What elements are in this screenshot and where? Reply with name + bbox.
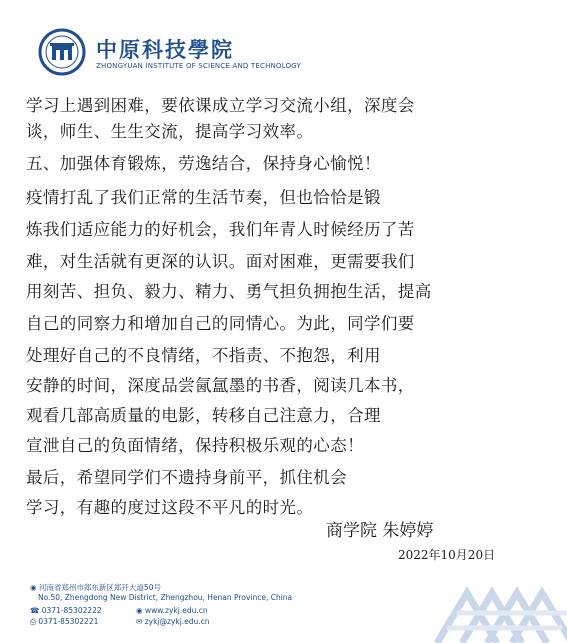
letter-line: 五、加强体育锻炼，劳逸结合，保持身心愉悦！ <box>26 154 381 173</box>
website-link[interactable]: www.zykj.edu.cn <box>144 606 208 615</box>
footer-decoration <box>347 573 567 643</box>
phone-1: 0371-85302222 <box>41 606 102 615</box>
email-link[interactable]: zykj@zykj.edu.cn <box>144 617 210 626</box>
letter-line: 自己的同察力和增加自己的同情心。为此，同学们要 <box>26 314 415 333</box>
letter-line: 观看几部高质量的电影，转移自己注意力，合理 <box>26 406 381 425</box>
letterhead <box>38 28 302 76</box>
letter-line: 用刻苦、担负、毅力、精力、勇气担负拥抱生活，提高 <box>26 282 432 301</box>
school-name-en: ZHONGYUAN INSTITUTE OF SCIENCE AND TECHNOLOGY <box>96 62 302 70</box>
phone-icon: ☎ <box>30 606 40 615</box>
letter-line: 疫情打乱了我们正常的生活节奏，但也恰恰是锻 <box>26 188 381 207</box>
signature: 商学院 朱婷婷 <box>326 521 434 541</box>
letter-line: 最后，希望同学们不遗持身前平，抓住机会 <box>26 468 348 487</box>
globe-icon: ◉ <box>136 606 143 615</box>
address-en: No.50, Zhengdong New District, Zhengzhou, Henan Province, China <box>38 593 293 602</box>
letter-date: 2022年10月20日 <box>398 548 496 562</box>
letter-line: 学习，有趣的度过这段不平凡的时光。 <box>26 498 314 517</box>
letter-line: 难，对生活就有更深的认识。面对困难，更需要我们 <box>26 252 415 271</box>
letter-line: 谈，师生、生生交流，提高学习效率。 <box>26 122 314 141</box>
school-name-cn: 中原科技學院 <box>96 37 234 62</box>
mail-icon: ✉ <box>136 617 143 626</box>
school-logo-icon <box>38 28 86 76</box>
location-icon: ◉ <box>30 583 37 592</box>
letter-line: 处理好自己的不良情绪，不指责、不抱怨，利用 <box>26 346 381 365</box>
letter-line: 安静的时间，深度品尝氤氲墨的书香，阅读几本书， <box>26 376 415 395</box>
letter-line: 宣泄自己的负面情绪，保持积极乐观的心态！ <box>26 436 364 455</box>
address-cn: 河南省郑州市郑东新区郑开大道50号 <box>38 583 161 592</box>
letter-line: 炼我们适应能力的好机会，我们年青人时候经历了苦 <box>26 220 415 239</box>
phone-2: 0371-85302221 <box>38 617 99 626</box>
fax-icon: ⎙ <box>30 617 36 626</box>
letter-line: 学习上遇到困难，要依课成立学习交流小组，深度会 <box>26 96 415 115</box>
